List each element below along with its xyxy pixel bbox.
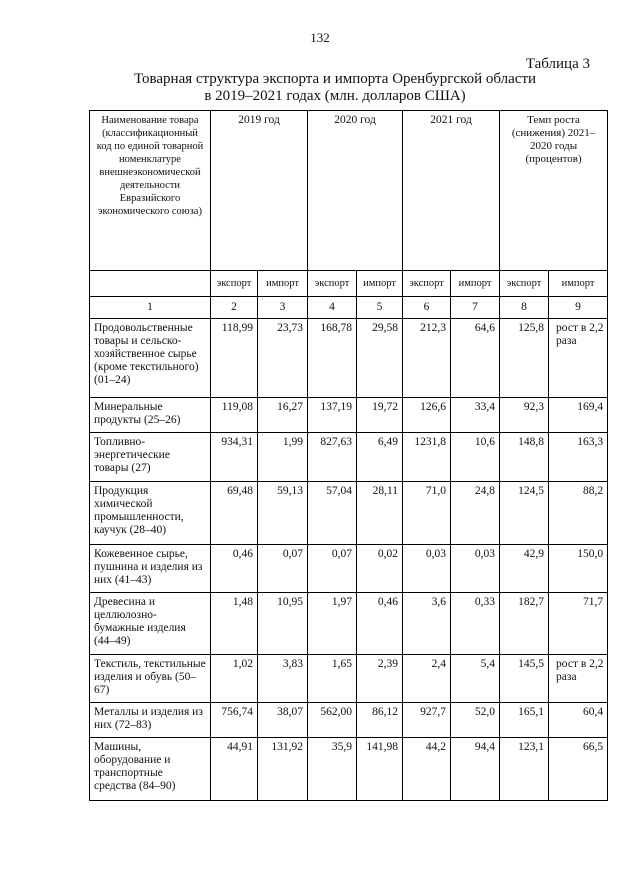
- table-row: [90, 319, 608, 398]
- cell-import-growth: рост в 2,2 раза: [549, 319, 608, 398]
- cell-import-2019: 3,83: [258, 655, 308, 703]
- cell-export-growth: 148,8: [500, 433, 549, 482]
- cell-export-2019: 119,08: [211, 398, 258, 433]
- cell-export-2020: 562,00: [308, 703, 357, 738]
- row-name: Металлы и изделия из них (72–83): [90, 703, 211, 738]
- header-year-2021: 2021 год: [403, 111, 500, 271]
- cell-import-2020: 0,02: [357, 545, 403, 593]
- cell-export-growth: 165,1: [500, 703, 549, 738]
- cell-export-2019: 1,48: [211, 593, 258, 655]
- cell-export-growth: 123,1: [500, 738, 549, 801]
- column-number: 8: [500, 297, 549, 319]
- cell-export-2019: 0,46: [211, 545, 258, 593]
- cell-import-2021: 64,6: [451, 319, 500, 398]
- row-name: Кожевенное сырье, пушнина и изделия из них (41–43): [90, 545, 211, 593]
- subheader-import: импорт: [451, 271, 500, 297]
- cell-import-2021: 52,0: [451, 703, 500, 738]
- cell-import-2019: 1,99: [258, 433, 308, 482]
- table-title: [85, 71, 585, 105]
- column-number: 7: [451, 297, 500, 319]
- row-name: Продукция химической промышленности, каучук (28–40): [90, 482, 211, 545]
- cell-export-2019: 756,74: [211, 703, 258, 738]
- cell-export-2021: 0,03: [403, 545, 451, 593]
- cell-import-2021: 94,4: [451, 738, 500, 801]
- cell-export-growth: 125,8: [500, 319, 549, 398]
- subheader-export: экспорт: [403, 271, 451, 297]
- page-number: 132: [310, 30, 330, 45]
- cell-import-2021: 33,4: [451, 398, 500, 433]
- cell-import-2021: 0,03: [451, 545, 500, 593]
- cell-export-2020: 1,97: [308, 593, 357, 655]
- table-row: [90, 545, 608, 593]
- subheader-import: импорт: [357, 271, 403, 297]
- trade-structure-table: [89, 110, 608, 801]
- column-numbers-row: [90, 297, 608, 319]
- cell-export-2021: 126,6: [403, 398, 451, 433]
- subheader-row: [90, 271, 608, 297]
- table-row: [90, 593, 608, 655]
- cell-export-2019: 1,02: [211, 655, 258, 703]
- cell-export-2019: 934,31: [211, 433, 258, 482]
- title-line-2: в 2019–2021 годах (млн. долларов США): [204, 88, 466, 104]
- cell-import-growth: 60,4: [549, 703, 608, 738]
- cell-export-2021: 1231,8: [403, 433, 451, 482]
- cell-import-2020: 28,11: [357, 482, 403, 545]
- subheader-import: импорт: [258, 271, 308, 297]
- column-number: 3: [258, 297, 308, 319]
- table-row: [90, 433, 608, 482]
- cell-import-2019: 131,92: [258, 738, 308, 801]
- header-name-col: Наименование товара (классификационный код по единой товарной номенклатуре внешнеэкономической деятельности Евразийского экономического союза): [90, 111, 211, 271]
- title-line-1: Товарная структура экспорта и импорта Оренбургской области: [133, 71, 537, 87]
- cell-import-growth: 150,0: [549, 545, 608, 593]
- cell-import-growth: рост в 2,2 раза: [549, 655, 608, 703]
- cell-import-2019: 59,13: [258, 482, 308, 545]
- cell-import-2019: 38,07: [258, 703, 308, 738]
- column-number: 4: [308, 297, 357, 319]
- column-number: 1: [90, 297, 211, 319]
- cell-import-2020: 19,72: [357, 398, 403, 433]
- cell-import-2019: 23,73: [258, 319, 308, 398]
- subheader-export: экспорт: [211, 271, 258, 297]
- cell-import-growth: 88,2: [549, 482, 608, 545]
- cell-export-growth: 42,9: [500, 545, 549, 593]
- table-row: [90, 738, 608, 801]
- row-name: Минеральные продукты (25–26): [90, 398, 211, 433]
- cell-import-growth: 163,3: [549, 433, 608, 482]
- subheader-export: экспорт: [308, 271, 357, 297]
- row-name: Текстиль, текстильные изделия и обувь (50–67): [90, 655, 211, 703]
- cell-export-2020: 57,04: [308, 482, 357, 545]
- cell-import-2020: 2,39: [357, 655, 403, 703]
- table-row: [90, 703, 608, 738]
- table-row: [90, 482, 608, 545]
- cell-export-2020: 35,9: [308, 738, 357, 801]
- cell-import-2020: 29,58: [357, 319, 403, 398]
- cell-import-2019: 0,07: [258, 545, 308, 593]
- cell-export-growth: 145,5: [500, 655, 549, 703]
- row-name: Древесина и целлюлозно-бумажные изделия (44–49): [90, 593, 211, 655]
- cell-export-2020: 0,07: [308, 545, 357, 593]
- cell-import-2021: 5,4: [451, 655, 500, 703]
- cell-export-2021: 2,4: [403, 655, 451, 703]
- cell-export-2021: 927,7: [403, 703, 451, 738]
- cell-export-2021: 212,3: [403, 319, 451, 398]
- cell-export-2020: 1,65: [308, 655, 357, 703]
- cell-import-2019: 16,27: [258, 398, 308, 433]
- cell-export-2019: 69,48: [211, 482, 258, 545]
- cell-import-2020: 141,98: [357, 738, 403, 801]
- header-row: [90, 111, 608, 271]
- header-year-2019: 2019 год: [211, 111, 308, 271]
- cell-export-2019: 118,99: [211, 319, 258, 398]
- subheader-empty: [90, 271, 211, 297]
- header-year-2020: 2020 год: [308, 111, 403, 271]
- row-name: Продовольственные товары и сельско-хозяйственное сырье (кроме текстильного) (01–24): [90, 319, 211, 398]
- cell-export-growth: 182,7: [500, 593, 549, 655]
- row-name: Топливно-энергетические товары (27): [90, 433, 211, 482]
- cell-import-2020: 86,12: [357, 703, 403, 738]
- cell-import-2020: 6,49: [357, 433, 403, 482]
- cell-import-2020: 0,46: [357, 593, 403, 655]
- subheader-export: экспорт: [500, 271, 549, 297]
- cell-export-2021: 3,6: [403, 593, 451, 655]
- table-row: [90, 655, 608, 703]
- subheader-import: импорт: [549, 271, 608, 297]
- header-growth-rate: Темп роста (снижения) 2021–2020 годы (процентов): [500, 111, 608, 271]
- column-number: 5: [357, 297, 403, 319]
- cell-import-2019: 10,95: [258, 593, 308, 655]
- column-number: 2: [211, 297, 258, 319]
- cell-import-growth: 66,5: [549, 738, 608, 801]
- cell-export-2020: 827,63: [308, 433, 357, 482]
- column-number: 9: [549, 297, 608, 319]
- cell-export-growth: 92,3: [500, 398, 549, 433]
- column-number: 6: [403, 297, 451, 319]
- cell-export-2019: 44,91: [211, 738, 258, 801]
- table-label: Таблица 3: [525, 56, 590, 72]
- cell-import-growth: 71,7: [549, 593, 608, 655]
- cell-export-growth: 124,5: [500, 482, 549, 545]
- cell-export-2021: 71,0: [403, 482, 451, 545]
- cell-export-2020: 168,78: [308, 319, 357, 398]
- cell-import-2021: 24,8: [451, 482, 500, 545]
- cell-import-2021: 0,33: [451, 593, 500, 655]
- cell-import-growth: 169,4: [549, 398, 608, 433]
- cell-import-2021: 10,6: [451, 433, 500, 482]
- cell-export-2020: 137,19: [308, 398, 357, 433]
- cell-export-2021: 44,2: [403, 738, 451, 801]
- row-name: Машины, оборудование и транспортные средства (84–90): [90, 738, 211, 801]
- table-row: [90, 398, 608, 433]
